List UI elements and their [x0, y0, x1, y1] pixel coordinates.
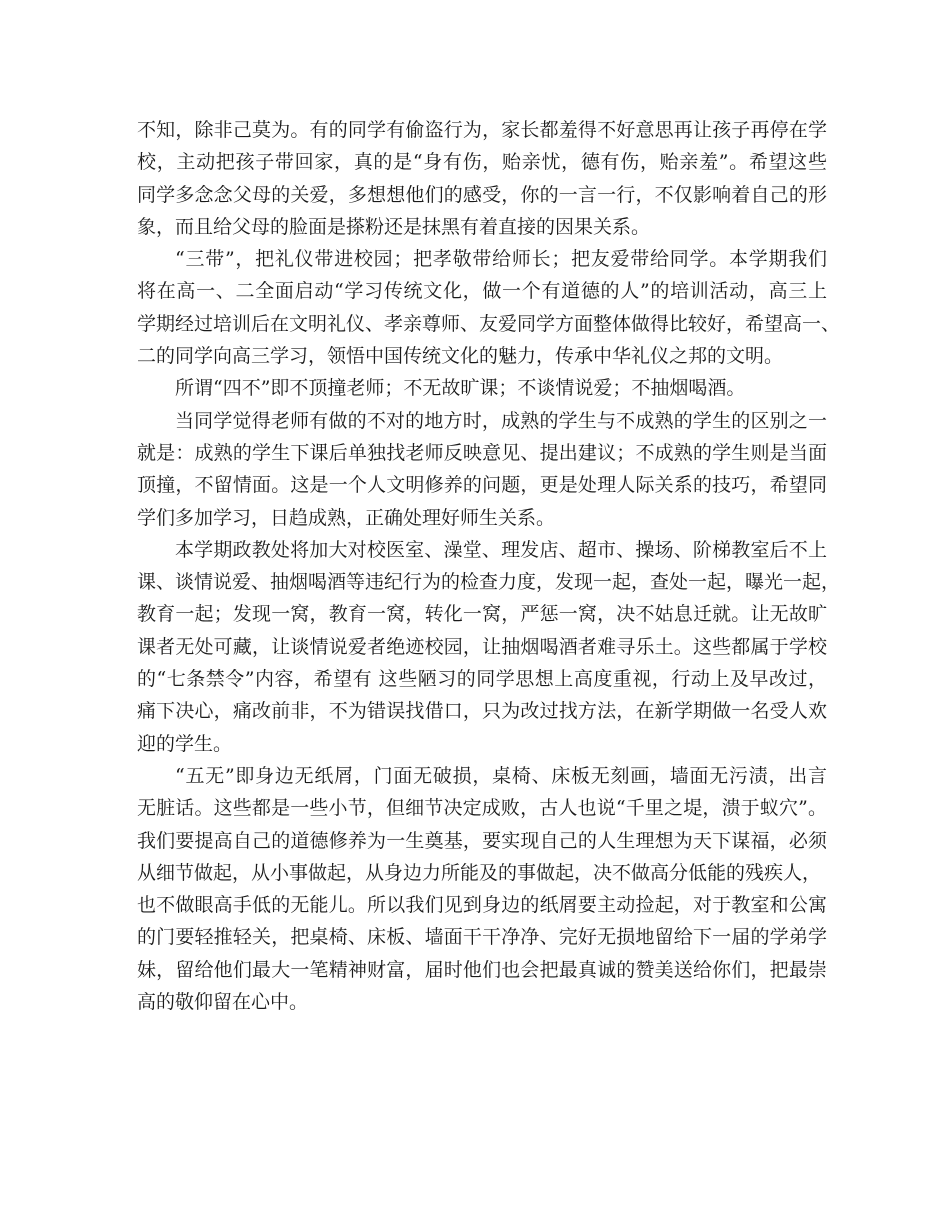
paragraph-line: 痛下决心，痛改前非，不为错误找借口，只为改过找方法，在新学期做一名受人欢 [137, 700, 827, 723]
paragraph-line: 也不做眼高手低的无能儿。所以我们见到身边的纸屑要主动捡起，对于教室和公寓 [137, 894, 827, 917]
paragraph-line: 课者无处可藏，让谈情说爱者绝迹校园，让抽烟喝酒者难寻乐土。这些都属于学校 [137, 635, 827, 658]
paragraph-line: 学们多加学习，日趋成熟，正确处理好师生关系。 [137, 506, 556, 529]
paragraph-line: 无脏话。这些都是一些小节，但细节决定成败，古人也说“千里之堤，溃于蚁穴”。 [137, 797, 827, 820]
paragraph-line: 从细节做起，从小事做起，从身边力所能及的事做起，决不做高分低能的残疾人， [137, 861, 822, 884]
paragraph-line: 课、谈情说爱、抽烟喝酒等违纪行为的检查力度，发现一起，查处一起，曝光一起， [137, 571, 841, 594]
paragraph-line: 二的同学向高三学习，领悟中国传统文化的魅力，传承中华礼仪之邦的文明。 [137, 345, 784, 368]
paragraph-line: 将在高一、二全面启动“学习传统文化，做一个有道德的人”的培训活动，高三上 [137, 280, 827, 303]
paragraph-line: 学期经过培训后在文明礼仪、孝亲尊师、友爱同学方面整体做得比较好，希望高一、 [137, 312, 841, 335]
paragraph-line: 本学期政教处将加大对校医室、澡堂、理发店、超市、操场、阶梯教室后不上 [175, 538, 827, 561]
document-body [137, 114, 841, 1018]
paragraph-line: “三带”，把礼仪带进校园；把孝敬带给师长；把友爱带给同学。本学期我们 [175, 248, 827, 271]
paragraph-line: 就是：成熟的学生下课后单独找老师反映意见、提出建议；不成熟的学生则是当面 [137, 441, 827, 464]
paragraph-line: “五无”即身边无纸屑，门面无破损，桌椅、床板无刻画，墙面无污渍，出言 [175, 764, 827, 787]
paragraph-line: 的门要轻推轻关，把桌椅、床板、墙面干干净净、完好无损地留给下一届的学弟学 [137, 926, 827, 949]
paragraph-line: 高的敬仰留在心中。 [137, 991, 309, 1014]
paragraph-line: 迎的学生。 [137, 732, 233, 755]
paragraph-line: 象，而且给父母的脸面是搽粉还是抹黑有着直接的因果关系。 [137, 215, 651, 238]
paragraph-line: 同学多念念父母的关爱，多想想他们的感受，你的一言一行，不仅影响着自己的形 [137, 183, 827, 206]
paragraph-line: 教育一起；发现一窝，教育一窝，转化一窝，严惩一窝，决不姑息迁就。让无故旷 [137, 603, 827, 626]
paragraph-line: 我们要提高自己的道德修养为一生奠基，要实现自己的人生理想为天下谋福，必须 [137, 829, 827, 852]
paragraph-line: 当同学觉得老师有做的不对的地方时，成熟的学生与不成熟的学生的区别之一 [175, 409, 827, 432]
paragraph-line: 所谓“四不”即不顶撞老师；不无故旷课；不谈情说爱；不抽烟喝酒。 [175, 377, 746, 400]
paragraph-line: 的“七条禁令”内容，希望有 这些陋习的同学思想上高度重视，行动上及早改过， [137, 668, 827, 691]
paragraph-line: 不知，除非己莫为。有的同学有偷盗行为，家长都羞得不好意思再让孩子再停在学 [137, 119, 827, 141]
paragraph-line: 妹，留给他们最大一笔精神财富，届时他们也会把最真诚的赞美送给你们，把最崇 [137, 958, 827, 981]
paragraph-line: 校，主动把孩子带回家，真的是“身有伤，贻亲忧，德有伤，贻亲羞”。希望这些 [137, 151, 827, 174]
paragraph-line: 顶撞，不留情面。这是一个人文明修养的问题，更是处理人际关系的技巧，希望同 [137, 474, 827, 497]
